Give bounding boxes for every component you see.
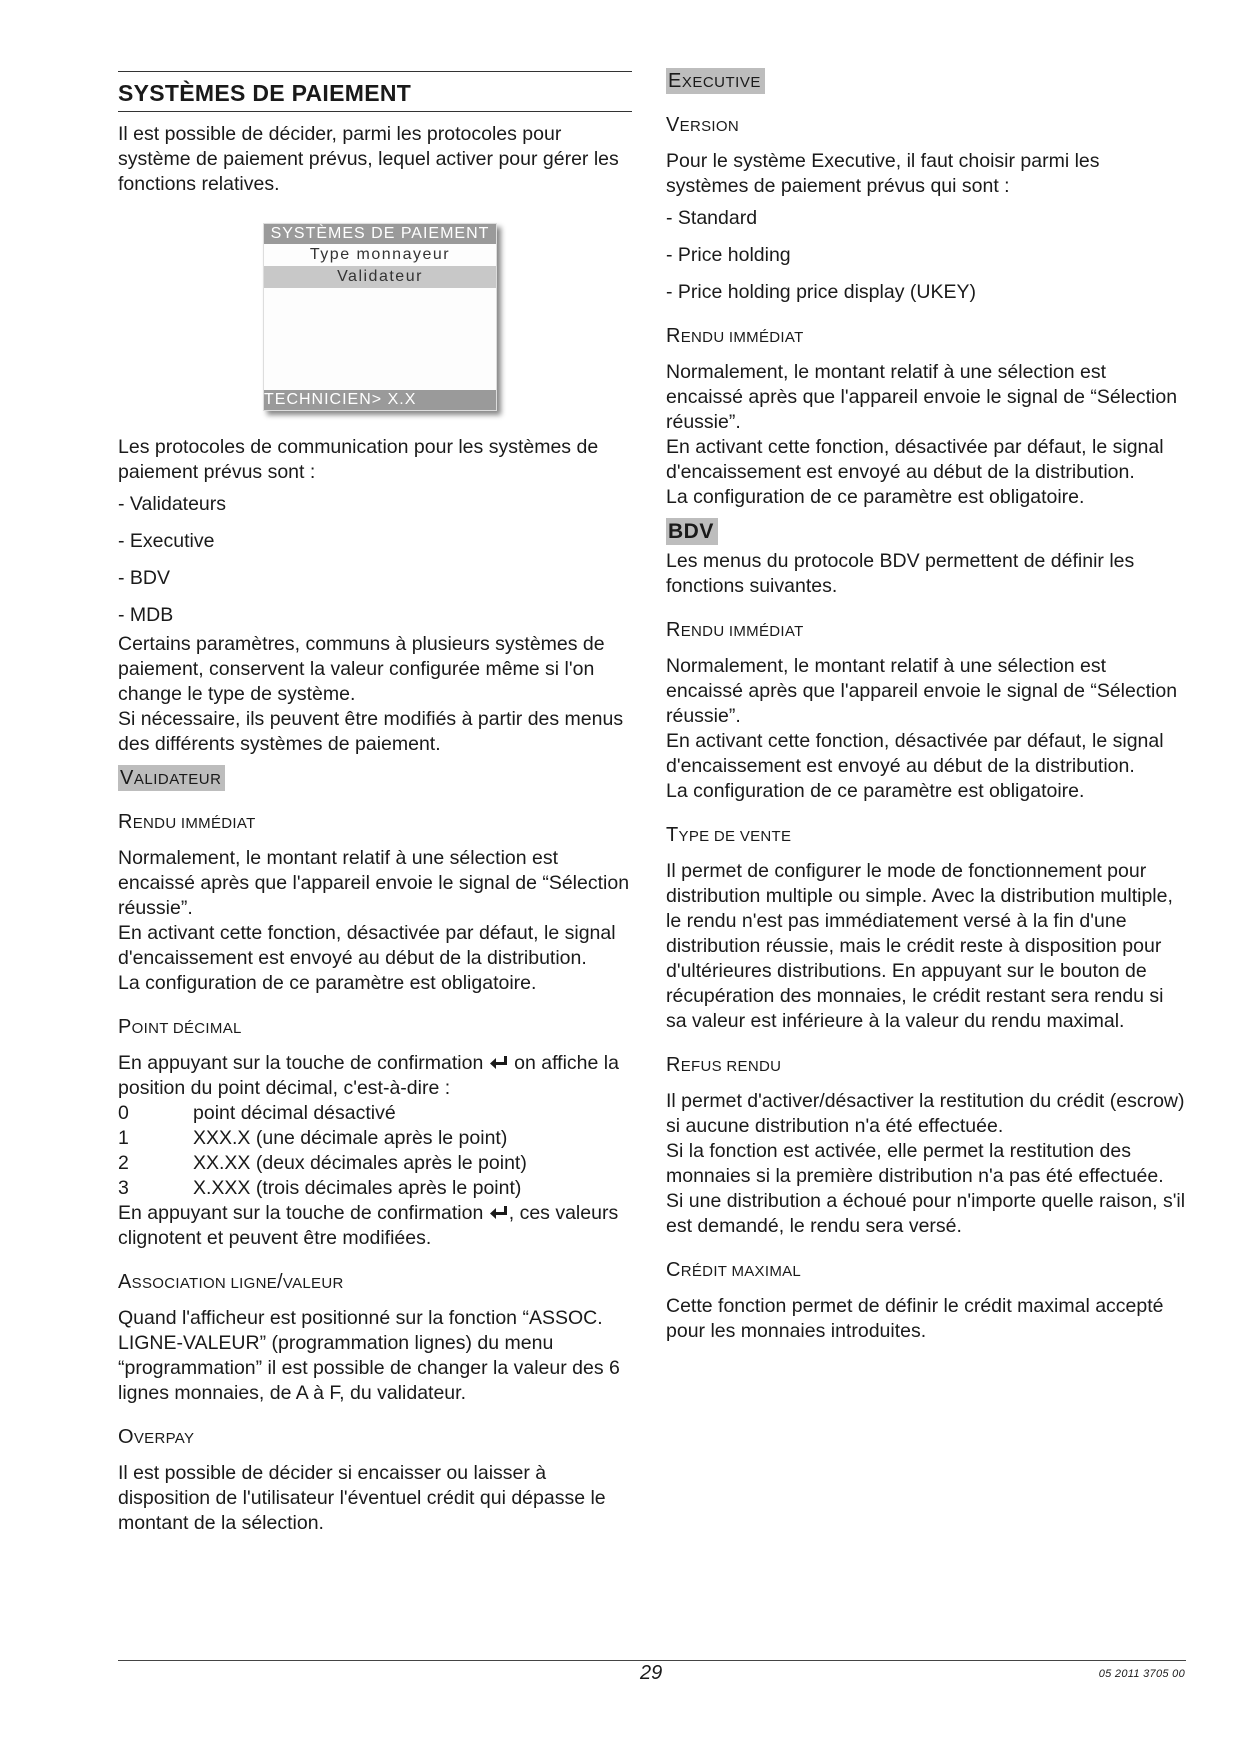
- paragraph: Quand l'afficheur est positionné sur la fonction “ASSOC. LIGNE-VALEUR” (programmation lignes) du menu “programmation” il est possible de changer la valeur des 6 lignes monnaies, de A à F, du validateur.: [118, 1307, 620, 1404]
- subheading: REFUS RENDU: [666, 1054, 782, 1076]
- paragraph: Normalement, le montant relatif à une sélection est encaissé après que l'appareil envoie le signal de “Sélection réussie”.: [666, 655, 1178, 727]
- paragraph: Si la fonction est activée, elle permet la restitution des monnaies si la première distribution n'a pas été effectuée.: [666, 1140, 1164, 1187]
- screen-title: SYSTÈMES DE PAIEMENT: [264, 224, 496, 244]
- paragraph: La configuration de ce paramètre est obligatoire.: [666, 780, 1085, 802]
- section-tag-executive: EXECUTIVE: [666, 68, 765, 94]
- subheading: ASSOCIATION LIGNE/VALEUR: [118, 1271, 344, 1293]
- paragraph: Il permet d'activer/désactiver la restitution du crédit (escrow) si aucune distribution n'a été effectuée.: [666, 1090, 1185, 1137]
- paragraph: La configuration de ce paramètre est obligatoire.: [666, 486, 1085, 508]
- paragraph: Il permet de configurer le mode de fonctionnement pour distribution multiple ou simple. Avec la distribution multiple, le rendu n'est pas immédiatement versé à la fin d'une distribution réussie, mais le crédit reste à disposition pour d'ultérieures distributions. En appuyant sur le bouton de récupération des monnaies, le crédit restant sera rendu si sa valeur est inférieure à la valeur du rendu maximal.: [666, 860, 1173, 1032]
- list-item: - Standard: [666, 207, 758, 229]
- paragraph: Les menus du protocole BDV permettent de définir les fonctions suivantes.: [666, 550, 1135, 597]
- subheading: CRÉDIT MAXIMAL: [666, 1259, 802, 1281]
- display-screen: [263, 223, 495, 409]
- section-tag-bdv: BDV: [666, 518, 718, 545]
- paragraph: Il est possible de décider si encaisser ou laisser à disposition de l'utilisateur l'éventuel crédit qui dépasse le montant de la sélection.: [118, 1462, 606, 1534]
- list-item: - Price holding: [666, 244, 791, 266]
- paragraph: En activant cette fonction, désactivée par défaut, le signal d'encaissement est envoyé au début de la distribution.: [666, 730, 1164, 777]
- paragraph: Pour le système Executive, il faut choisir parmi les systèmes de paiement prévus qui sont :: [666, 150, 1100, 197]
- list-item: - Executive: [118, 530, 215, 552]
- enter-key-icon: [489, 1205, 509, 1221]
- params-paragraph: Si nécessaire, ils peuvent être modifiés à partir des menus des différents systèmes de paiement.: [118, 708, 624, 755]
- screen-menu-item: Type monnayeur: [309, 246, 451, 263]
- list-item: 1 XXX.X (une décimale après le point): [118, 1127, 508, 1149]
- subheading: VERSION: [666, 114, 739, 136]
- paragraph: En activant cette fonction, désactivée par défaut, le signal d'encaissement est envoyé au début de la distribution.: [666, 436, 1164, 483]
- paragraph: En appuyant sur la touche de confirmation on affiche la position du point décimal, c'est-à-dire :: [118, 1052, 619, 1099]
- left-column: [118, 68, 632, 1536]
- subheading: TYPE DE VENTE: [666, 824, 792, 846]
- list-item: 3 X.XXX (trois décimales après le point): [118, 1177, 522, 1199]
- subheading: RENDU IMMÉDIAT: [666, 619, 804, 641]
- protocols-intro: Les protocoles de communication pour les systèmes de paiement prévus sont :: [118, 436, 599, 483]
- screen-footer: TECHNICIEN> X.X: [264, 390, 496, 410]
- list-item: - Price holding price display (UKEY): [666, 281, 976, 303]
- enter-key-icon: [489, 1055, 509, 1071]
- paragraph: Si une distribution a échoué pour n'importe quelle raison, s'il est demandé, le rendu sera versé.: [666, 1190, 1186, 1237]
- paragraph: La configuration de ce paramètre est obligatoire.: [118, 972, 537, 994]
- list-item: 0 point décimal désactivé: [118, 1102, 396, 1124]
- list-item: - MDB: [118, 604, 174, 626]
- right-column: [666, 68, 1186, 1344]
- list-item: - Validateurs: [118, 493, 227, 515]
- paragraph: Normalement, le montant relatif à une sélection est encaissé après que l'appareil envoie le signal de “Sélection réussie”.: [118, 847, 630, 919]
- subheading: RENDU IMMÉDIAT: [666, 325, 804, 347]
- subheading: OVERPAY: [118, 1426, 195, 1448]
- subheading: POINT DÉCIMAL: [118, 1016, 242, 1038]
- paragraph: En appuyant sur la touche de confirmation , ces valeurs clignotent et peuvent être modifiées.: [118, 1202, 619, 1249]
- section-tag-validateur: VALIDATEUR: [118, 765, 225, 791]
- page-title: SYSTÈMES DE PAIEMENT: [118, 71, 632, 112]
- document-code: 05 2011 3705 00: [1098, 1668, 1185, 1680]
- intro-paragraph: Il est possible de décider, parmi les protocoles pour système de paiement prévus, lequel activer pour gérer les fonctions relatives.: [118, 123, 619, 195]
- page-number: 29: [640, 1662, 663, 1684]
- footer-divider: [118, 1660, 1186, 1661]
- paragraph: Cette fonction permet de définir le crédit maximal accepté pour les monnaies introduites.: [666, 1295, 1164, 1342]
- paragraph: En activant cette fonction, désactivée par défaut, le signal d'encaissement est envoyé au début de la distribution.: [118, 922, 616, 969]
- paragraph: Normalement, le montant relatif à une sélection est encaissé après que l'appareil envoie le signal de “Sélection réussie”.: [666, 361, 1178, 433]
- list-item: 2 XX.XX (deux décimales après le point): [118, 1152, 527, 1174]
- list-item: - BDV: [118, 567, 171, 589]
- params-paragraph: Certains paramètres, communs à plusieurs systèmes de paiement, conservent la valeur configurée même si l'on change le type de système.: [118, 633, 605, 705]
- subheading: RENDU IMMÉDIAT: [118, 811, 256, 833]
- screen-menu-item-selected: Validateur: [264, 266, 496, 288]
